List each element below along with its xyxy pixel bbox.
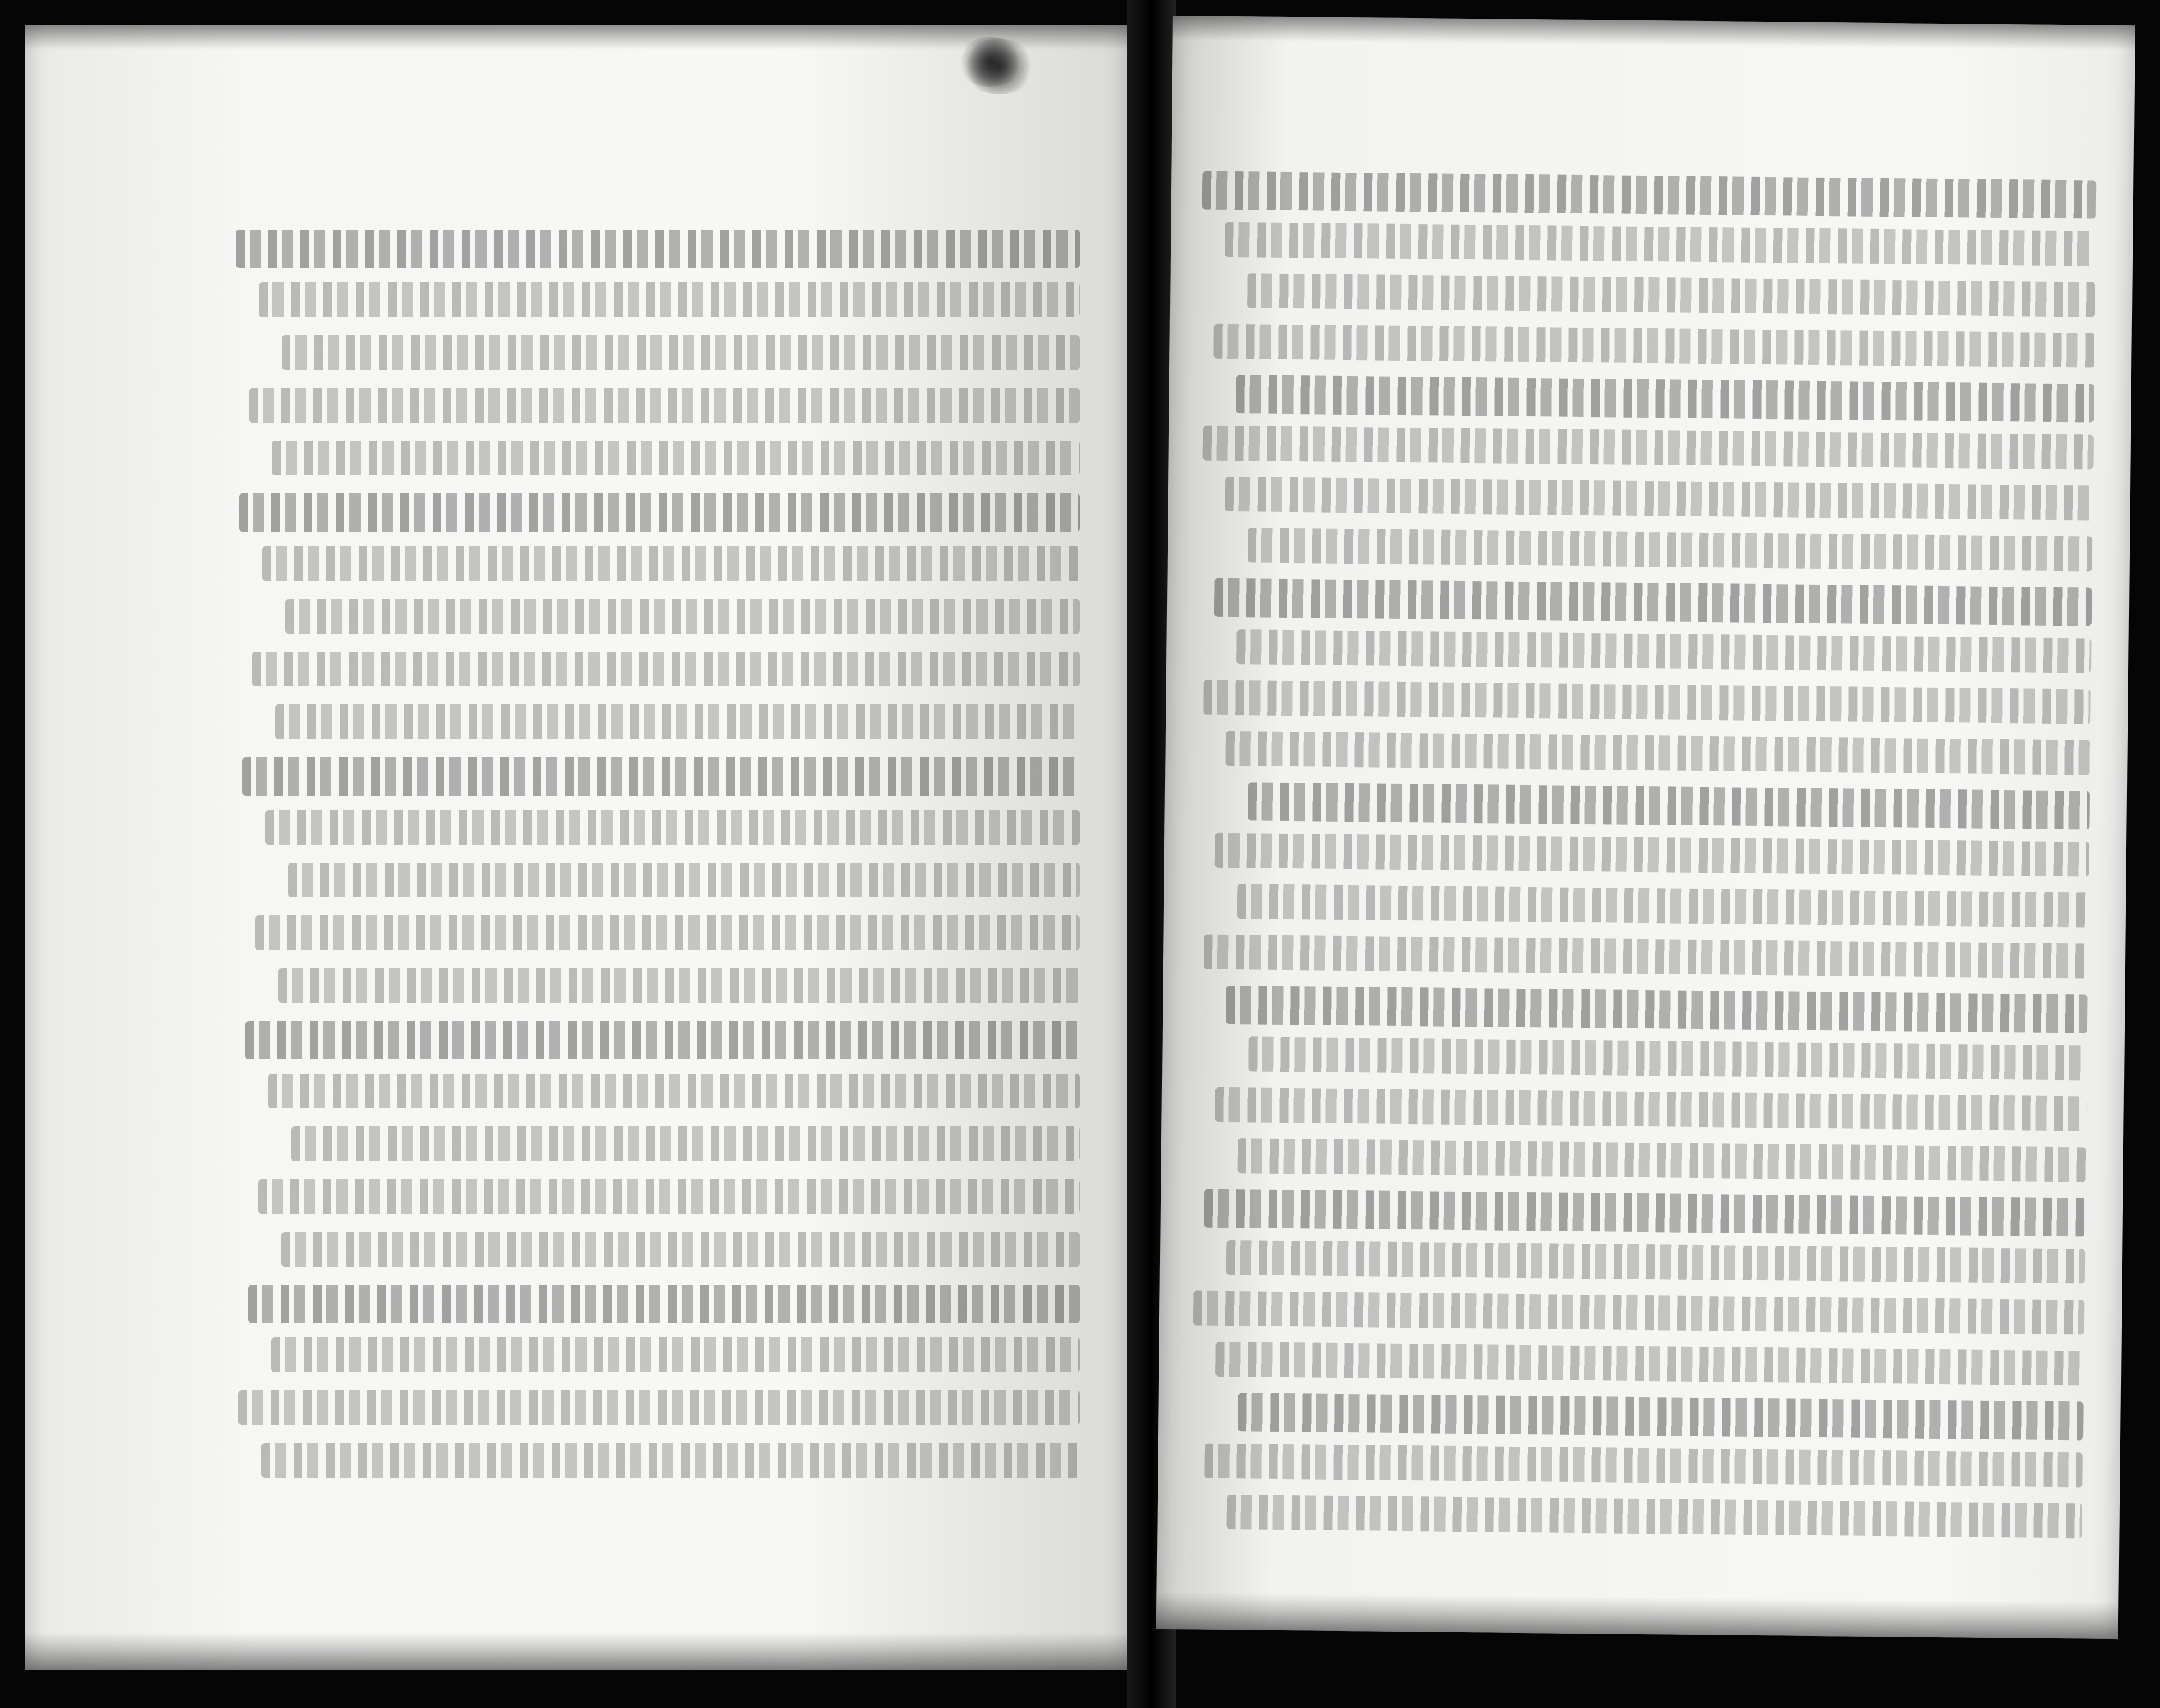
left-page-text-block bbox=[236, 230, 1080, 1502]
manuscript-text-line bbox=[1237, 884, 2089, 927]
manuscript-text-line bbox=[1236, 629, 2092, 673]
manuscript-text-line bbox=[1225, 731, 2090, 775]
manuscript-text-line bbox=[1226, 1240, 2086, 1283]
manuscript-text-line bbox=[242, 757, 1080, 796]
manuscript-text-line bbox=[249, 388, 1080, 423]
manuscript-text-line bbox=[245, 1021, 1080, 1059]
manuscript-text-line bbox=[1204, 1444, 2083, 1488]
right-page-text-block bbox=[1188, 171, 2096, 1546]
manuscript-text-line bbox=[1226, 986, 2088, 1033]
manuscript-text-line bbox=[258, 1179, 1080, 1214]
manuscript-text-line bbox=[261, 1443, 1080, 1478]
manuscript-text-line bbox=[238, 1390, 1080, 1425]
manuscript-text-line bbox=[1238, 1393, 2084, 1440]
manuscript-right-page bbox=[1156, 16, 2135, 1639]
manuscript-text-line bbox=[1203, 680, 2091, 724]
manuscript-text-line bbox=[1202, 426, 2094, 470]
manuscript-text-line bbox=[275, 704, 1080, 739]
manuscript-text-line bbox=[248, 1285, 1080, 1323]
page-bottom-shadow bbox=[25, 1632, 1130, 1670]
manuscript-text-line bbox=[1193, 1290, 2085, 1334]
ink-blot bbox=[956, 37, 1024, 87]
manuscript-text-line bbox=[278, 968, 1080, 1003]
manuscript-text-line bbox=[291, 1126, 1080, 1161]
manuscript-text-line bbox=[1225, 222, 2096, 266]
manuscript-text-line bbox=[1248, 1036, 2087, 1080]
manuscript-text-line bbox=[259, 282, 1080, 317]
manuscript-text-line bbox=[236, 230, 1080, 268]
manuscript-text-line bbox=[1237, 1138, 2086, 1182]
manuscript-text-line bbox=[252, 652, 1080, 686]
manuscript-left-page bbox=[25, 25, 1130, 1670]
manuscript-text-line bbox=[1215, 1087, 2087, 1131]
manuscript-text-line bbox=[271, 1337, 1080, 1372]
manuscript-text-line bbox=[1247, 273, 2095, 317]
manuscript-text-line bbox=[1204, 1189, 2086, 1237]
manuscript-text-line bbox=[239, 493, 1080, 532]
manuscript-text-line bbox=[281, 1232, 1080, 1267]
manuscript-text-line bbox=[1215, 833, 2090, 877]
manuscript-text-line bbox=[268, 1074, 1080, 1108]
manuscript-text-line bbox=[1215, 1342, 2084, 1386]
manuscript-text-line bbox=[255, 915, 1080, 950]
manuscript-text-line bbox=[265, 810, 1080, 845]
manuscript-text-line bbox=[1213, 324, 2095, 368]
manuscript-text-line bbox=[1202, 171, 2097, 219]
manuscript-text-line bbox=[285, 599, 1080, 634]
manuscript-text-line bbox=[288, 863, 1080, 897]
page-bottom-shadow bbox=[1156, 1592, 2119, 1639]
manuscript-text-line bbox=[1248, 782, 2090, 829]
manuscript-text-line bbox=[1236, 375, 2094, 422]
manuscript-text-line bbox=[1225, 477, 2094, 521]
manuscript-text-line bbox=[1214, 578, 2092, 626]
manuscript-text-line bbox=[1226, 1494, 2082, 1538]
manuscript-text-line bbox=[282, 335, 1080, 370]
manuscript-text-line bbox=[272, 441, 1080, 475]
manuscript-text-line bbox=[1204, 935, 2089, 979]
page-top-shadow bbox=[1173, 16, 2135, 50]
manuscript-text-line bbox=[1248, 528, 2093, 571]
manuscript-text-line bbox=[262, 546, 1080, 581]
